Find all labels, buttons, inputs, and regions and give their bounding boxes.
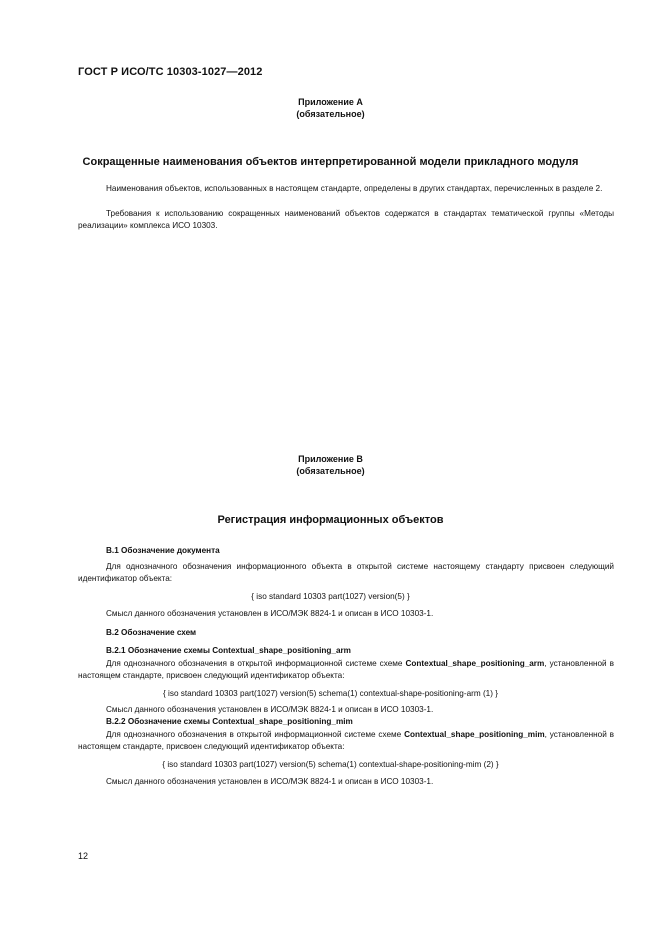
section-b1-meaning: Смысл данного обозначения установлен в ИСО/МЭК 8824-1 и описан в ИСО 10303-1.	[106, 609, 434, 618]
annex-a-paragraph-2: Требования к использованию сокращенных наименований объектов содержатся в стандартах тематической группы «Методы реализации» комплекса ИСО 10303.	[78, 209, 614, 231]
document-header: ГОСТ Р ИСО/ТС 10303-1027—2012	[78, 66, 263, 78]
section-b21-text	[78, 658, 614, 683]
section-b1-heading: В.1 Обозначение документа	[106, 546, 220, 555]
section-b22-identifier: { iso standard 10303 part(1027) version(5) schema(1) contextual-shape-positioning-mim (2) }	[162, 760, 499, 769]
annex-a-label: Приложение А	[298, 97, 363, 107]
annex-a-title: Сокращенные наименования объектов интерпретированной модели прикладного модуля	[82, 156, 579, 168]
section-b21-schema-name: Contextual_shape_positioning_arm	[405, 659, 545, 668]
annex-a-status: (обязательное)	[296, 109, 365, 119]
section-b22-schema-name: Contextual_shape_positioning_mim	[404, 730, 545, 739]
annex-b-label: Приложение В	[298, 454, 363, 464]
section-b22-text-post: , установленной в настоящем стандарте, присвоен следующий идентификатор объекта:	[78, 730, 614, 752]
section-b21-text-pre: Для однозначного обозначения в открытой информационной системе схеме	[106, 659, 403, 668]
annex-b-title: Регистрация информационных объектов	[217, 514, 444, 526]
section-b1-identifier: { iso standard 10303 part(1027) version(5) }	[251, 592, 410, 601]
section-b21-identifier: { iso standard 10303 part(1027) version(5) schema(1) contextual-shape-positioning-arm (1) }	[163, 689, 498, 698]
section-b2-heading: В.2 Обозначение схем	[106, 628, 197, 637]
page-number: 12	[78, 851, 89, 861]
section-b21-meaning: Смысл данного обозначения установлен в ИСО/МЭК 8824-1 и описан в ИСО 10303-1.	[106, 705, 434, 714]
section-b21-heading: В.2.1 Обозначение схемы Contextual_shape_positioning_arm	[106, 646, 351, 655]
section-b22-text	[78, 729, 614, 754]
annex-b-status: (обязательное)	[296, 466, 365, 476]
annex-a-paragraph-1: Наименования объектов, использованных в настоящем стандарте, определены в других стандартах, перечисленных в разделе 2.	[106, 184, 603, 193]
section-b21-text-post: , установленной в настоящем стандарте, присвоен следующий идентификатор объекта:	[78, 659, 614, 681]
section-b22-text-pre: Для однозначного обозначения в открытой информационной системе схеме	[106, 730, 402, 739]
section-b22-heading: В.2.2 Обозначение схемы Contextual_shape_positioning_mim	[106, 717, 353, 726]
section-b1-text: Для однозначного обозначения информационного объекта в открытой системе настоящему стандарту присвоен следующий идентификатор объекта:	[78, 562, 614, 584]
section-b22-meaning: Смысл данного обозначения установлен в ИСО/МЭК 8824-1 и описан в ИСО 10303-1.	[106, 777, 434, 786]
